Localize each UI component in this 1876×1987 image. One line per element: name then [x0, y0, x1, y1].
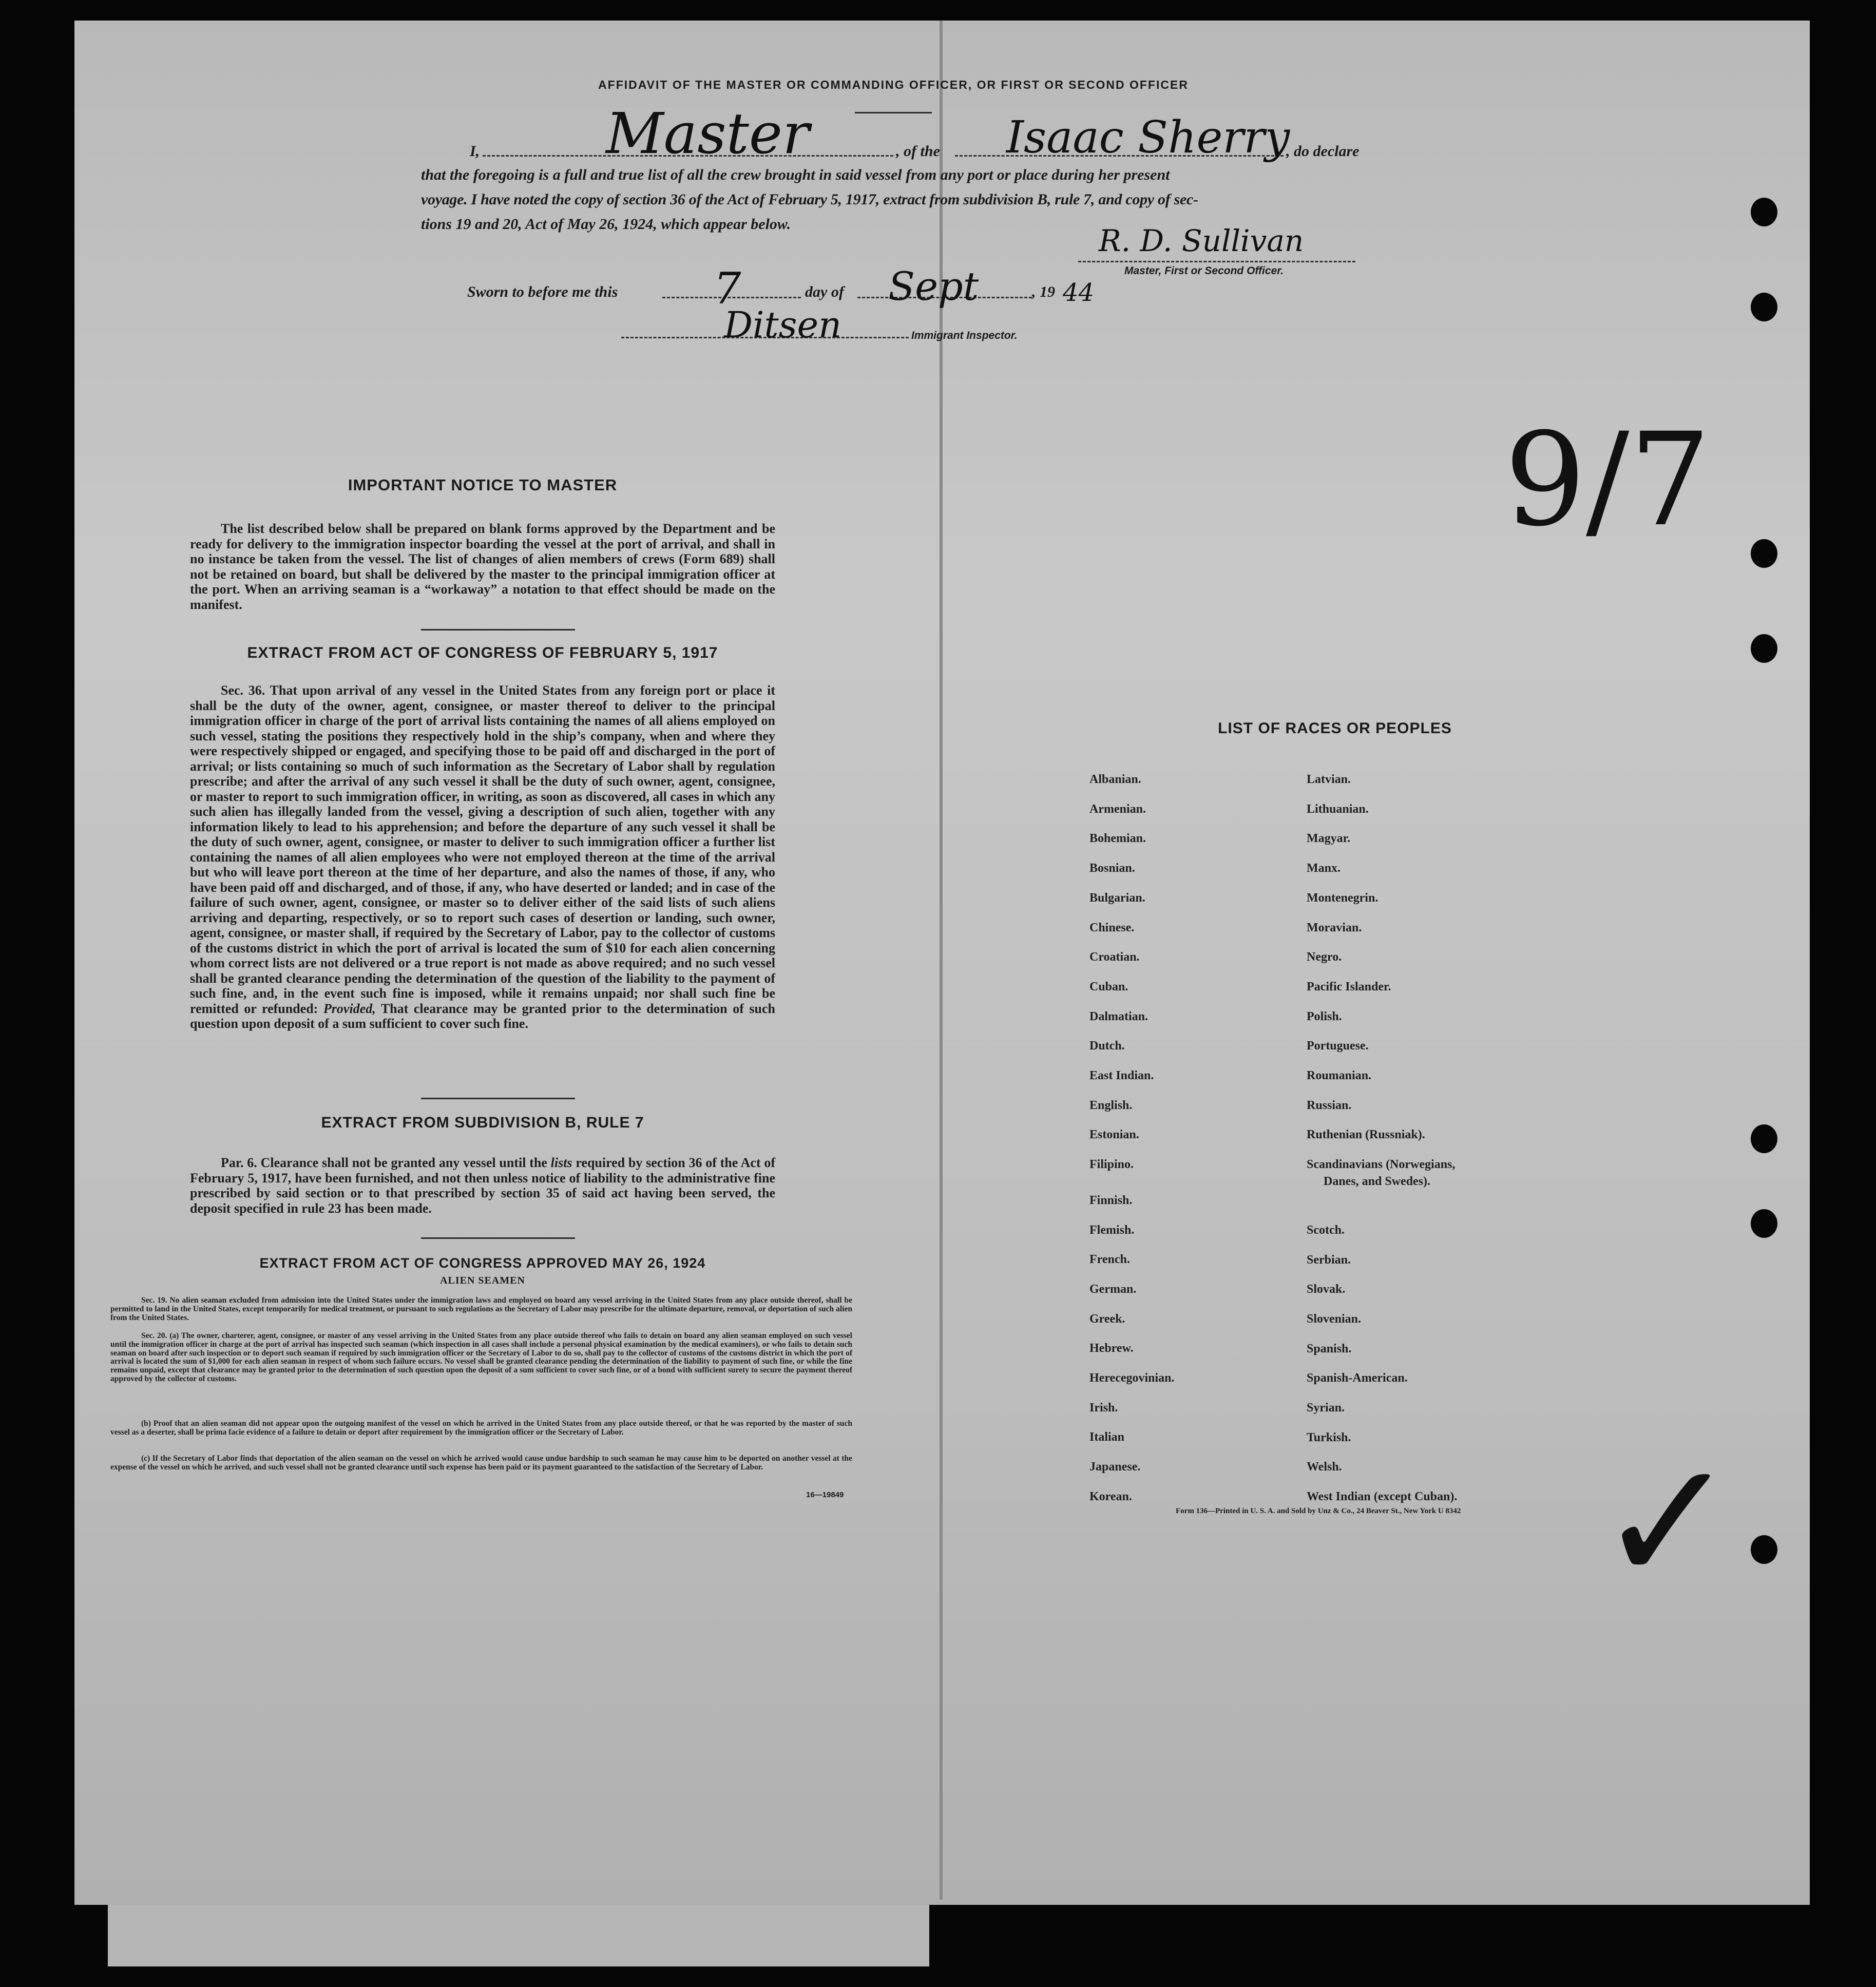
extract-1924-sec20a: Sec. 20. (a) The owner, charterer, agent, consignee, or master of any vessel arriving in the United States from any place outside thereof who fails to detain on board any alien seaman employed on such vessel until the immigration officer in charge at the port of arrival has inspected such seaman (which inspection in all cases shall include a personal physical examination by the medical examiners), or who fails to detain such seaman on board after such inspection or to deport such seaman if required by such immigration officer or the Secretary of Labor to do so, shall pay to the collector of customs of the customs district in which the port of arrival is located the sum of $1,000 for each alien seaman in respect of whom such failure occurs. No vessel shall be granted clearance pending the determination of the liability to payment of such fine, or while the fine remains unpaid, except that clearance may be granted prior to the determination of such question upon the deposit of a sum sufficient to cover such fine, or of a bond with sufficient surety to secure the payment thereof approved by the collector of customs.: [110, 1331, 852, 1383]
handwritten-day: 7: [714, 263, 741, 314]
race-right-item: Slovak.: [1307, 1283, 1346, 1296]
extract-1924-sec20c: (c) If the Secretary of Labor finds that deportation of the alien seaman on the vessel on which he arrived would cause undue hardship to such seaman he may cause him to be deported on another vessel at the expense of the vessel on which he arrived, and such vessel shall not be granted clearance until such expense has been paid or its payment guaranteed to the satisfaction of the Secretary of Labor.: [110, 1454, 852, 1472]
race-left-item: French.: [1089, 1253, 1130, 1267]
race-right-item: Russian.: [1307, 1098, 1352, 1112]
race-right-item: Lithuanian.: [1307, 802, 1369, 816]
race-left-item: Dutch.: [1089, 1039, 1125, 1053]
race-left-item: Bulgarian.: [1089, 891, 1145, 905]
inspector-signature: Ditsen: [724, 304, 842, 346]
race-left-item: Bosnian.: [1089, 862, 1135, 875]
subdivision-b-text-b: required by section 36 of the Act of February 5, 1917, have been furnished, and not then unless notice of liability to the administrative fine prescribed by said section or to that prescribed by section 35 of said act having been served, the deposit specified in rule 23 has been made.: [190, 1155, 776, 1216]
race-left-item: Korean.: [1089, 1489, 1132, 1503]
extract-1924-sec20b: (b) Proof that an alien seaman did not appear upon the outgoing manifest of the vessel on which he arrived in the United States from any place outside thereof, or that he was reported by the master of such vessel as a deserter, shall be prima facie evidence of a failure to detain or deport after requirement by the immigration officer or the Secretary of Labor.: [110, 1419, 852, 1437]
race-left-item: Armenian.: [1089, 802, 1146, 816]
race-right-item: Welsh.: [1307, 1460, 1342, 1474]
sworn-prefix: Sworn to before me this: [467, 283, 618, 300]
handwritten-signer: Master: [606, 101, 810, 166]
races-title: LIST OF RACES OR PEOPLES: [1218, 720, 1452, 737]
officer-signature: R. D. Sullivan: [1099, 223, 1304, 258]
race-left-item: Greek.: [1089, 1312, 1125, 1326]
race-left-item: Dalmatian.: [1089, 1009, 1148, 1023]
race-right-item: Pacific Islander.: [1307, 980, 1391, 994]
form-footer: Form 136—Printed in U. S. A. and Sold by Unz & Co., 24 Beaver St., New York U 8342: [1176, 1507, 1461, 1515]
affidavit-line-4: tions 19 and 20, Act of May 26, 1924, which appear below.: [421, 216, 791, 233]
race-left-item: Finnish.: [1089, 1193, 1133, 1207]
extract-1924-subtitle: ALIEN SEAMEN: [440, 1275, 525, 1286]
race-right-item: Syrian.: [1307, 1401, 1345, 1415]
divider: [855, 112, 932, 113]
notice-title: IMPORTANT NOTICE TO MASTER: [348, 476, 618, 494]
race-left-item: Herecegovinian.: [1089, 1371, 1175, 1385]
race-right-item: Latvian.: [1307, 773, 1351, 786]
race-right-item: Ruthenian (Russniak).: [1307, 1128, 1425, 1142]
race-left-item: Chinese.: [1089, 921, 1135, 934]
subdivision-b-text: [190, 1155, 775, 1216]
extract-1917-body: That upon arrival of any vessel in the United States from any foreign port or place it shall be the duty of the owner, agent, consignee, or master thereof to deliver to the principal immigration officer in charge of the port of arrival lists containing the names of all aliens employed on such vessel, stating the positions they respectively hold in the ship’s company, when and where they were respectively shipped or engaged, and specifying those to be paid off and discharged in the port of arrival; or lists containing so much of such information as the Secretary of Labor shall by regulation prescribe; and after the arrival of any such vessel it shall be the duty of such owner, agent, consignee, or master to report to such immigration officer, in writing, as soon as discovered, all cases in which any such alien has illegally landed from the vessel, giving a description of such alien, together with any information likely to lead to his apprehension; and before the departure of any such vessel it shall be the duty of such owner, agent, consignee, or master to deliver to such immigration officer a further list containing the names of all alien employees who were not employed thereon at the time of the arrival but who will leave port thereon at the time of her departure, and also the names of those, if any, who have been paid off and discharged, and of those, if any, who have deserted or landed; and in case of the failure of such owner, agent, consignee, or master so to deliver either of the said lists of such aliens arriving and departing, respectively, or so to report such cases of desertion or landing, such owner, agent, consignee, or master shall, if required by the Secretary of Labor, pay to the collector of customs of the customs district in which the port of arrival is located the sum of $10 for each alien concerning whom correct lists are not delivered or a true report is not made as above required; and no such vessel shall be granted clearance pending the determination of the question of the liability to the payment of such fine, and, in the event such fine is imposed, while it remains unpaid; nor shall such fine be remitted or refunded:: [190, 683, 776, 1016]
race-left-item: Estonian.: [1089, 1128, 1139, 1142]
race-right-item: Negro.: [1307, 950, 1342, 964]
race-right-item: Spanish.: [1307, 1342, 1352, 1355]
race-right-item: Scotch.: [1307, 1223, 1345, 1237]
check-mark-icon: ✓: [1597, 1424, 1739, 1621]
race-right-item: Manx.: [1307, 862, 1341, 875]
race-right-item: Roumanian.: [1307, 1069, 1372, 1082]
handwritten-year: 44: [1063, 278, 1095, 307]
race-right-item: Spanish-American.: [1307, 1371, 1408, 1385]
race-left-item: Irish.: [1089, 1401, 1118, 1415]
inspector-label: Immigrant Inspector.: [911, 330, 1018, 341]
extract-1917-sec: Sec. 36.: [221, 683, 265, 698]
punch-hole-6: [1751, 1209, 1777, 1238]
affidavit-do-declare: , do declare: [1286, 143, 1360, 160]
paper-strip: [108, 1905, 929, 1966]
race-left-item: German.: [1089, 1282, 1137, 1296]
subdivision-b-title: EXTRACT FROM SUBDIVISION B, RULE 7: [321, 1114, 644, 1131]
race-right-item: Polish.: [1307, 1009, 1342, 1023]
race-left-item: Cuban.: [1089, 980, 1128, 994]
handwritten-month: Sept: [888, 263, 979, 309]
race-left-item: Croatian.: [1089, 950, 1140, 964]
officer-signature-line: [1078, 261, 1355, 262]
race-right-item: Turkish.: [1307, 1430, 1351, 1444]
officer-label: Master, First or Second Officer.: [1124, 265, 1284, 277]
race-left-item: Albanian.: [1089, 773, 1141, 786]
punch-hole-5: [1751, 1124, 1777, 1153]
race-right-item: Slovenian.: [1307, 1312, 1362, 1326]
handwritten-vessel: Isaac Sherry: [1006, 112, 1290, 163]
race-left-item: Italian: [1089, 1430, 1125, 1444]
notice-text: The list described below shall be prepared on blank forms approved by the Department and be ready for delivery to the immigration inspector boarding the vessel at the port of arrival, and shall in no instance be taken from the vessel. The list of changes of alien members of crews (Form 689) shall not be retained on board, but shall be delivered by the master to the principal immigration officer at the port. When an arriving seaman is a “workaway” a notation to that effect should be made on the manifest.: [190, 521, 775, 612]
sworn-year: , 19: [1032, 283, 1055, 300]
divider: [421, 629, 575, 631]
affidavit-line-2: that the foregoing is a full and true list of all the crew brought in said vessel from any port or place during her present: [421, 166, 1170, 183]
punch-hole-1: [1751, 198, 1777, 226]
race-left-item: English.: [1089, 1098, 1133, 1112]
handwritten-date-note: 9/7: [1504, 405, 1711, 555]
subdivision-b-text-a: Clearance shall not be granted any vessel until the: [260, 1155, 547, 1170]
affidavit-of-the: , of the: [896, 143, 940, 160]
race-right-item: Serbian.: [1307, 1253, 1351, 1267]
extract-1917-provided: Provided,: [323, 1001, 376, 1016]
punch-hole-7: [1751, 1535, 1777, 1564]
race-right-item: Moravian.: [1307, 921, 1362, 934]
race-right-item: Portuguese.: [1307, 1039, 1369, 1053]
punch-hole-4: [1751, 634, 1777, 663]
extract-1917-text: [190, 683, 775, 1031]
subdivision-b-lists: lists: [550, 1155, 572, 1170]
subdivision-b-par: Par. 6.: [221, 1155, 257, 1170]
divider: [421, 1237, 575, 1239]
race-left-item: East Indian.: [1089, 1069, 1154, 1082]
race-right-item: Montenegrin.: [1307, 891, 1379, 905]
affidavit-title: AFFIDAVIT OF THE MASTER OR COMMANDING OFFICER, OR FIRST OR SECOND OFFICER: [598, 78, 1189, 91]
race-right-item: Magyar.: [1307, 832, 1351, 846]
race-left-item: Japanese.: [1089, 1460, 1141, 1474]
race-right-item: West Indian (except Cuban).: [1307, 1490, 1458, 1504]
race-left-item: Filipino.: [1089, 1158, 1134, 1172]
race-left-item: Hebrew.: [1089, 1342, 1134, 1355]
affidavit-line-3: voyage. I have noted the copy of section 36 of the Act of February 5, 1917, extract from subdivision B, rule 7, and copy of sec-: [421, 191, 1198, 208]
race-left-item: Flemish.: [1089, 1223, 1135, 1237]
sworn-day-of: day of: [805, 283, 844, 300]
affidavit-i: I,: [470, 143, 480, 160]
extract-1924-sec19: Sec. 19. No alien seaman excluded from admission into the United States under the immigration laws and employed on board any vessel arriving in the United States from any place outside thereof, shall be permitted to land in the United States, except temporarily for medical treatment, or pursuant to such regulations as the Secretary of Labor may prescribe for the ultimate departure, removal, or deportation of such alien from the United States.: [110, 1296, 852, 1322]
extract-1917-end: That clearance may be granted prior to the determination of such question upon deposit of a sum sufficient to cover such fine.: [190, 1001, 776, 1031]
form-code: 16—19849: [806, 1491, 844, 1499]
extract-1924-title: EXTRACT FROM ACT OF CONGRESS APPROVED MAY 26, 1924: [259, 1255, 706, 1271]
race-left-item: Bohemian.: [1089, 832, 1146, 846]
race-right-item: Scandinavians (Norwegians,: [1307, 1158, 1456, 1172]
punch-hole-2: [1751, 293, 1777, 321]
divider: [421, 1098, 575, 1099]
extract-1917-title: EXTRACT FROM ACT OF CONGRESS OF FEBRUARY 5, 1917: [247, 644, 718, 661]
punch-hole-3: [1751, 539, 1777, 568]
race-scandinavian-cont: Danes, and Swedes).: [1324, 1175, 1431, 1188]
